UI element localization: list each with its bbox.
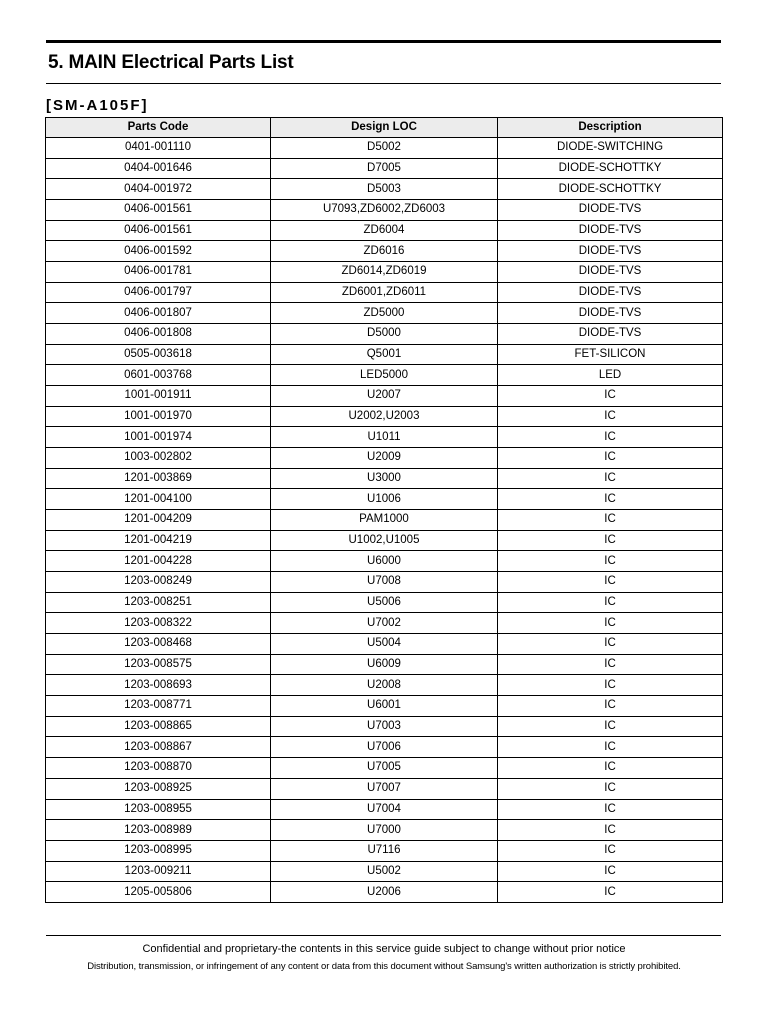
design-loc-cell: U6001 <box>271 696 498 717</box>
description-cell: IC <box>498 551 723 572</box>
parts-code-cell: 1001-001911 <box>46 386 271 407</box>
design-loc-cell: U7004 <box>271 799 498 820</box>
parts-code-cell: 0406-001561 <box>46 200 271 221</box>
table-row <box>46 799 723 820</box>
footer-confidential-notice: Confidential and proprietary-the contents in this service guide subject to change without prior notice <box>142 943 626 955</box>
description-cell: IC <box>498 448 723 469</box>
design-loc-cell: U2009 <box>271 448 498 469</box>
parts-code-cell: 0406-001808 <box>46 324 271 345</box>
design-loc-cell: U6009 <box>271 654 498 675</box>
parts-code-cell: 1203-008771 <box>46 696 271 717</box>
description-cell: IC <box>498 882 723 903</box>
table-row <box>46 716 723 737</box>
parts-code-cell: 1203-008955 <box>46 799 271 820</box>
table-row <box>46 861 723 882</box>
description-cell: IC <box>498 861 723 882</box>
parts-code-cell: 1203-008867 <box>46 737 271 758</box>
design-loc-cell: D5002 <box>271 138 498 159</box>
parts-code-cell: 1205-005806 <box>46 882 271 903</box>
table-row <box>46 365 723 386</box>
table-row <box>46 158 723 179</box>
design-loc-cell: D5000 <box>271 324 498 345</box>
design-loc-cell: U7002 <box>271 613 498 634</box>
description-cell: DIODE-TVS <box>498 303 723 324</box>
table-row <box>46 820 723 841</box>
description-cell: IC <box>498 634 723 655</box>
description-cell: DIODE-SCHOTTKY <box>498 158 723 179</box>
description-cell: IC <box>498 675 723 696</box>
description-cell: IC <box>498 530 723 551</box>
parts-code-cell: 1201-003869 <box>46 468 271 489</box>
design-loc-cell: U2008 <box>271 675 498 696</box>
parts-code-cell: 1003-002802 <box>46 448 271 469</box>
table-row <box>46 572 723 593</box>
table-row <box>46 406 723 427</box>
header-parts-code: Parts Code <box>46 118 271 138</box>
table-row <box>46 427 723 448</box>
table-row <box>46 468 723 489</box>
table-row <box>46 551 723 572</box>
parts-code-cell: 1203-008468 <box>46 634 271 655</box>
description-cell: IC <box>498 592 723 613</box>
table-row <box>46 386 723 407</box>
parts-code-cell: 0406-001807 <box>46 303 271 324</box>
design-loc-cell: U3000 <box>271 468 498 489</box>
description-cell: IC <box>498 468 723 489</box>
description-cell: IC <box>498 758 723 779</box>
design-loc-cell: U7000 <box>271 820 498 841</box>
table-row <box>46 303 723 324</box>
design-loc-cell: ZD6016 <box>271 241 498 262</box>
parts-code-cell: 1203-008322 <box>46 613 271 634</box>
design-loc-cell: U1002,U1005 <box>271 530 498 551</box>
parts-code-cell: 0404-001646 <box>46 158 271 179</box>
parts-code-cell: 1201-004228 <box>46 551 271 572</box>
description-cell: IC <box>498 613 723 634</box>
footer-distribution-notice: Distribution, transmission, or infringement of any content or data from this document without Samsung's written authorization is strictly prohibited. <box>87 961 681 972</box>
parts-code-cell: 1001-001970 <box>46 406 271 427</box>
table-row <box>46 282 723 303</box>
design-loc-cell: PAM1000 <box>271 510 498 531</box>
parts-table-body <box>46 138 723 903</box>
description-cell: DIODE-SCHOTTKY <box>498 179 723 200</box>
table-row <box>46 510 723 531</box>
description-cell: DIODE-TVS <box>498 220 723 241</box>
description-cell: DIODE-TVS <box>498 324 723 345</box>
design-loc-cell: U7093,ZD6002,ZD6003 <box>271 200 498 221</box>
table-row <box>46 262 723 283</box>
design-loc-cell: U7005 <box>271 758 498 779</box>
description-cell: IC <box>498 572 723 593</box>
table-row <box>46 220 723 241</box>
description-cell: IC <box>498 778 723 799</box>
design-loc-cell: U6000 <box>271 551 498 572</box>
parts-table <box>45 117 723 903</box>
parts-code-cell: 1203-008251 <box>46 592 271 613</box>
model-label: [SM-A105F] <box>46 97 149 114</box>
table-row <box>46 654 723 675</box>
design-loc-cell: U2006 <box>271 882 498 903</box>
design-loc-cell: U1006 <box>271 489 498 510</box>
parts-code-cell: 1203-008575 <box>46 654 271 675</box>
table-row <box>46 634 723 655</box>
table-row <box>46 489 723 510</box>
description-cell: IC <box>498 737 723 758</box>
design-loc-cell: LED5000 <box>271 365 498 386</box>
table-row <box>46 344 723 365</box>
design-loc-cell: U2007 <box>271 386 498 407</box>
parts-code-cell: 1203-009211 <box>46 861 271 882</box>
design-loc-cell: U7116 <box>271 840 498 861</box>
title-rule <box>46 83 721 84</box>
design-loc-cell: U7007 <box>271 778 498 799</box>
parts-code-cell: 1201-004219 <box>46 530 271 551</box>
design-loc-cell: Q5001 <box>271 344 498 365</box>
description-cell: FET-SILICON <box>498 344 723 365</box>
design-loc-cell: ZD6014,ZD6019 <box>271 262 498 283</box>
table-row <box>46 613 723 634</box>
design-loc-cell: U5006 <box>271 592 498 613</box>
parts-code-cell: 0406-001592 <box>46 241 271 262</box>
description-cell: IC <box>498 716 723 737</box>
top-rule <box>46 40 721 43</box>
table-row <box>46 675 723 696</box>
description-cell: IC <box>498 406 723 427</box>
table-header-row <box>46 118 723 138</box>
description-cell: IC <box>498 489 723 510</box>
table-row <box>46 530 723 551</box>
page-title: 5. MAIN Electrical Parts List <box>48 52 294 73</box>
table-row <box>46 696 723 717</box>
table-row <box>46 200 723 221</box>
table-row <box>46 882 723 903</box>
description-cell: IC <box>498 820 723 841</box>
parts-code-cell: 0404-001972 <box>46 179 271 200</box>
parts-code-cell: 1203-008995 <box>46 840 271 861</box>
description-cell: IC <box>498 840 723 861</box>
table-row <box>46 758 723 779</box>
design-loc-cell: U5002 <box>271 861 498 882</box>
design-loc-cell: U1011 <box>271 427 498 448</box>
parts-code-cell: 1001-001974 <box>46 427 271 448</box>
parts-code-cell: 1203-008693 <box>46 675 271 696</box>
parts-code-cell: 1201-004100 <box>46 489 271 510</box>
description-cell: IC <box>498 799 723 820</box>
table-row <box>46 737 723 758</box>
design-loc-cell: ZD5000 <box>271 303 498 324</box>
description-cell: DIODE-TVS <box>498 282 723 303</box>
design-loc-cell: ZD6001,ZD6011 <box>271 282 498 303</box>
footer-rule <box>46 935 721 936</box>
description-cell: LED <box>498 365 723 386</box>
design-loc-cell: U2002,U2003 <box>271 406 498 427</box>
parts-code-cell: 1203-008925 <box>46 778 271 799</box>
description-cell: IC <box>498 427 723 448</box>
header-design-loc: Design LOC <box>271 118 498 138</box>
parts-code-cell: 1203-008989 <box>46 820 271 841</box>
parts-code-cell: 0406-001797 <box>46 282 271 303</box>
parts-code-cell: 0406-001781 <box>46 262 271 283</box>
description-cell: IC <box>498 386 723 407</box>
parts-code-cell: 1201-004209 <box>46 510 271 531</box>
design-loc-cell: U7008 <box>271 572 498 593</box>
parts-code-cell: 1203-008865 <box>46 716 271 737</box>
parts-code-cell: 0601-003768 <box>46 365 271 386</box>
description-cell: DIODE-TVS <box>498 241 723 262</box>
design-loc-cell: D7005 <box>271 158 498 179</box>
design-loc-cell: U7006 <box>271 737 498 758</box>
description-cell: DIODE-SWITCHING <box>498 138 723 159</box>
header-description: Description <box>498 118 723 138</box>
description-cell: DIODE-TVS <box>498 262 723 283</box>
parts-code-cell: 0505-003618 <box>46 344 271 365</box>
table-row <box>46 324 723 345</box>
design-loc-cell: U5004 <box>271 634 498 655</box>
parts-code-cell: 1203-008870 <box>46 758 271 779</box>
description-cell: IC <box>498 654 723 675</box>
design-loc-cell: U7003 <box>271 716 498 737</box>
table-row <box>46 138 723 159</box>
description-cell: IC <box>498 510 723 531</box>
table-row <box>46 778 723 799</box>
parts-code-cell: 1203-008249 <box>46 572 271 593</box>
parts-code-cell: 0406-001561 <box>46 220 271 241</box>
design-loc-cell: D5003 <box>271 179 498 200</box>
description-cell: IC <box>498 696 723 717</box>
table-row <box>46 592 723 613</box>
description-cell: DIODE-TVS <box>498 200 723 221</box>
table-row <box>46 179 723 200</box>
table-row <box>46 448 723 469</box>
parts-code-cell: 0401-001110 <box>46 138 271 159</box>
table-row <box>46 840 723 861</box>
design-loc-cell: ZD6004 <box>271 220 498 241</box>
table-row <box>46 241 723 262</box>
